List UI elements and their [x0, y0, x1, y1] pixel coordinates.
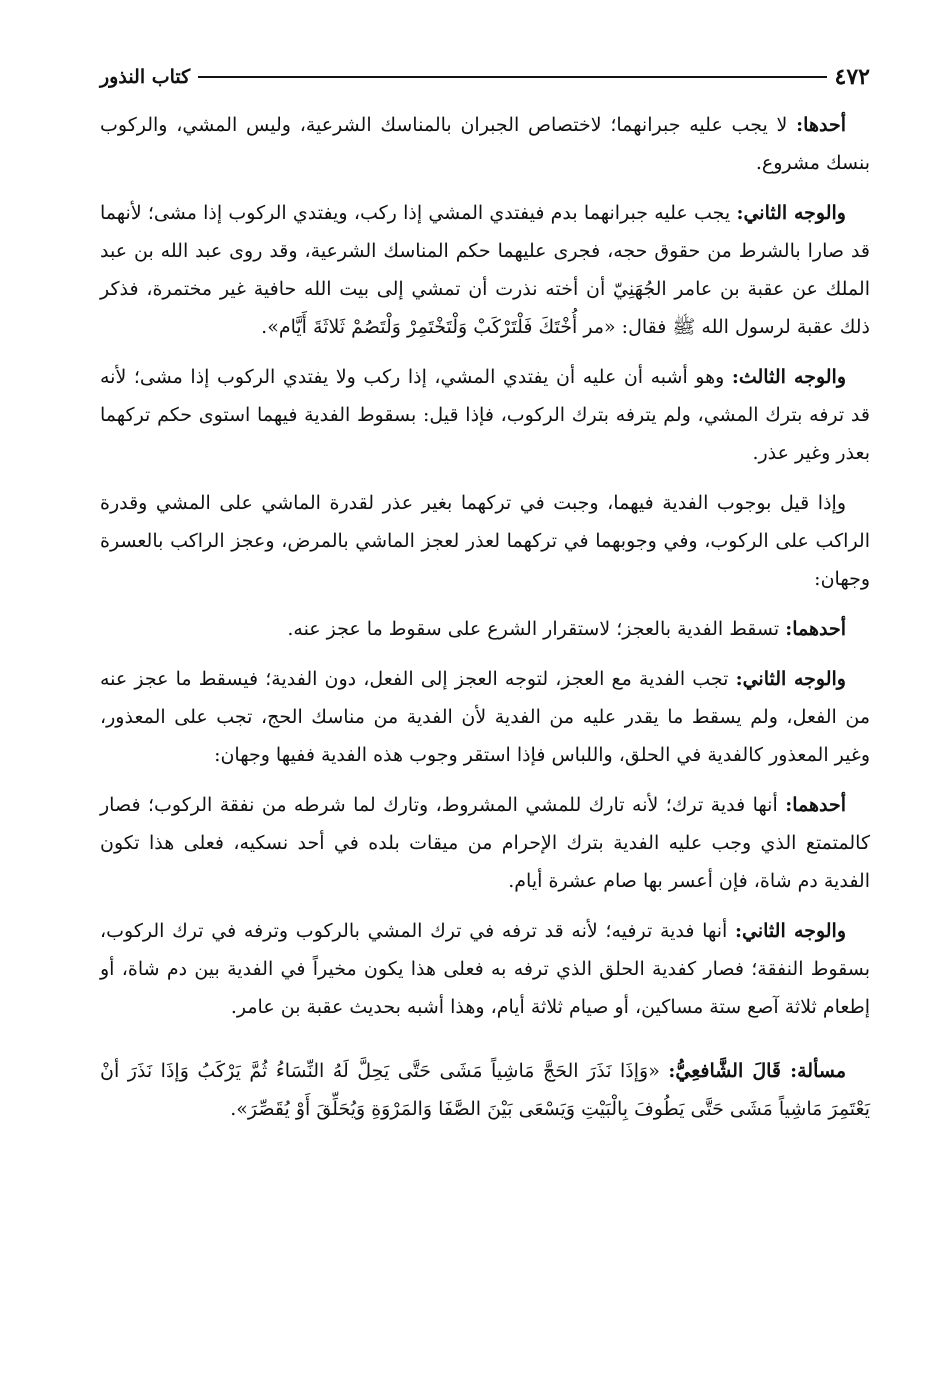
paragraph	[100, 610, 870, 648]
paragraph	[100, 358, 870, 472]
header-rule	[198, 76, 826, 78]
paragraph-lead: والوجه الثاني:	[735, 668, 846, 690]
paragraph-text: وإذا قيل بوجوب الفدية فيهما، وجبت في تركهما بغير عذر لقدرة الماشي على المشي وقدرة الراكب على الركوب، وفي وجوبهما في تركهما لعذر لعجز الماشي بالمرض، وعجز الراكب بالعسرة وجهان:	[100, 492, 870, 590]
paragraph-lead: أحدها:	[796, 114, 846, 136]
page-number: ٤٧٢	[834, 64, 870, 90]
paragraph-lead: والوجه الثالث:	[731, 366, 847, 388]
paragraph-text: لا يجب عليه جبرانهما؛ لاختصاص الجبران بالمناسك الشرعية، وليس المشي، والركوب بنسك مشروع.	[100, 114, 870, 174]
masala-paragraph	[100, 1052, 870, 1128]
paragraph-text: أنها فدية ترفيه؛ لأنه قد ترفه في ترك المشي بالركوب وترفه في ترك الركوب، بسقوط النفقة؛ فصار كفدية الحلق الذي ترفه به فعلى هذا يكون مخيراً في الفدية بين دم شاة، أو إطعام ثلاثة آصع ستة مساكين، أو صيام ثلاثة أيام، وهذا أشبه بحديث عقبة بن عامر.	[100, 920, 870, 1018]
paragraph-text: أنها فدية ترك؛ لأنه تارك للمشي المشروط، وتارك لما شرطه من نفقة الركوب؛ فصار كالمتمتع الذي وجب عليه الفدية بترك الإحرام من ميقات بلده في أحد نسكيه، فعلى هذا تكون الفدية دم شاة، فإن أعسر بها صام عشرة أيام.	[100, 794, 870, 892]
page-header	[100, 60, 870, 94]
paragraph	[100, 106, 870, 182]
paragraph-text: تجب الفدية مع العجز، لتوجه العجز إلى الفعل، دون الفدية؛ فيسقط ما عجز عنه من الفعل، ولم يسقط ما يقدر عليه من الفدية لأن الفدية من مناسك الحج، تجب على المعذور، وغير المعذور كالفدية في الحلق، واللباس فإذا استقر وجوب هذه الفدية ففيها وجهان:	[100, 668, 870, 766]
paragraph-lead: أحدهما:	[785, 794, 846, 816]
paragraph-text: تسقط الفدية بالعجز؛ لاستقرار الشرع على سقوط ما عجز عنه.	[287, 618, 786, 640]
masala-lead: مسألة: قَالَ الشَّافعِيُّ:	[668, 1060, 846, 1082]
masala-quote: «وَإذَا نَذَرَ الحَجَّ مَاشِياً مَشَى حَتَّى يَحِلَّ لَهُ النِّسَاءُ ثُمَّ يَرْكَبُ وَإذَا نَذَرَ أنْ يَعْتَمِرَ مَاشِياً مَشَى حَتَّى يَطُوفَ بِالْبَيْتِ وَيَسْعَى بَيْنَ الصَّفَا وَالمَرْوَةِ وَيُحَلِّقَ أَوْ يُقَصِّرَ».	[100, 1060, 870, 1120]
paragraph-lead: والوجه الثاني:	[736, 202, 846, 224]
paragraph	[100, 786, 870, 900]
paragraph-text: وهو أشبه أن عليه أن يفتدي المشي، إذا ركب ولا يفتدي الركوب إذا مشى؛ لأنه قد ترفه بترك المشي، ولم يترفه بترك الركوب، فإذا قيل: بسقوط الفدية فيهما استوى حكم تركهما بعذر وغير عذر.	[100, 366, 870, 464]
page-content	[100, 106, 870, 1128]
page	[100, 60, 870, 1140]
paragraph	[100, 194, 870, 346]
paragraph	[100, 912, 870, 1026]
book-title: كتاب النذور	[100, 66, 191, 88]
paragraph-lead: أحدهما:	[785, 618, 846, 640]
paragraph	[100, 660, 870, 774]
paragraph-text: يجب عليه جبرانهما بدم فيفتدي المشي إذا ركب، ويفتدي الركوب إذا مشى؛ لأنهما قد صارا بالشرط من حقوق حجه، فجرى عليهما حكم المناسك الشرعية، وقد روى عبد الله بن عبد الملك عن عقبة بن عامر الجُهَنِيّ أن أخته نذرت أن تمشي إلى بيت الله حافية غير مختمرة، فذكر ذلك عقبة لرسول الله ﷺ فقال: «مر أُخْتَكَ فَلْتَرْكَبْ وَلْتَخْتَمِرْ وَلْتَصُمْ ثَلاثَةَ أَيَّام».	[100, 202, 870, 338]
paragraph	[100, 484, 870, 598]
paragraph-lead: والوجه الثاني:	[735, 920, 846, 942]
